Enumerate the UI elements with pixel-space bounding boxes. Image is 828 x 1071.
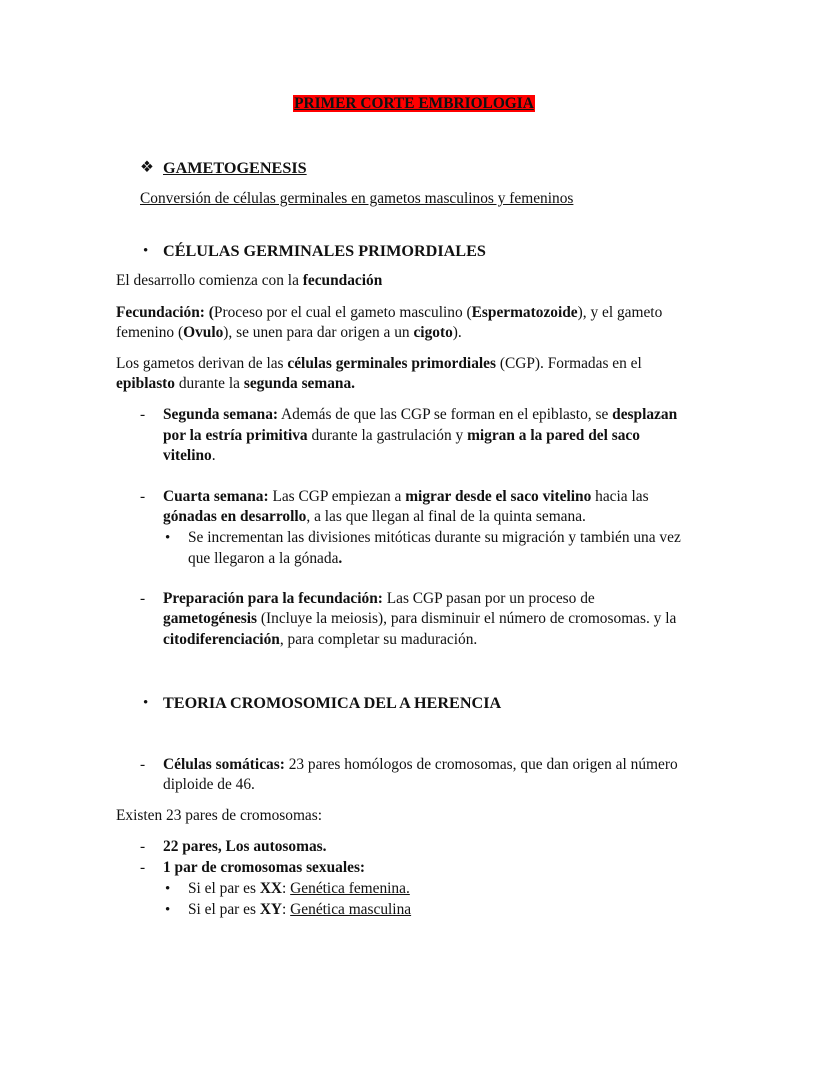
dash-marker: - [140,488,146,505]
fecundacion-line-1: Fecundación: (Proceso por el cual el gameto masculino (Espermatozoide), y el gameto [116,304,663,321]
dash-marker: - [140,756,146,773]
segunda-line-3: vitelino. [163,447,216,464]
prep-line-1: Preparación para la fecundación: Las CGP pasan por un proceso de [163,590,595,607]
diamond-bullet-icon: ❖ [140,159,154,176]
page-title: PRIMER CORTE EMBRIOLOGIA [294,95,534,112]
xx-item: Si el par es XX: Genética femenina. [188,880,410,897]
cgp-heading: CÉLULAS GERMINALES PRIMORDIALES [163,242,486,260]
xy-item: Si el par es XY: Genética masculina [188,901,412,918]
dash-marker: - [140,590,146,607]
segunda-line-2: por la estría primitiva durante la gastrulación y migran a la pared del saco [163,427,640,444]
autosomas-item: 22 pares, Los autosomas. [163,838,327,855]
cuarta-sub-line-2: que llegaron a la gónada. [188,550,343,567]
cuarta-line-2: gónadas en desarrollo, a las que llegan al final de la quinta semana. [163,508,586,525]
prep-line-3: citodiferenciación, para completar su maduración. [163,631,478,648]
cuarta-sub-line-1: Se incrementan las divisiones mitóticas durante su migración y también una vez [188,529,681,546]
bullet-icon: • [165,902,171,918]
cuarta-line-1: Cuarta semana: Las CGP empiezan a migrar desde el saco vitelino hacia las [163,488,649,505]
gametos-line-2: epiblasto durante la segunda semana. [116,375,356,392]
somaticas-line-2: diploide de 46. [163,776,255,793]
gametogenesis-heading: GAMETOGENESIS [163,159,307,177]
fecundacion-line-2: femenino (Ovulo), se unen para dar origen a un cigoto). [116,324,462,341]
gametogenesis-definition: Conversión de células germinales en gametos masculinos y femeninos [140,190,574,207]
existen-paragraph: Existen 23 pares de cromosomas: [116,807,323,824]
teoria-heading: TEORIA CROMOSOMICA DEL A HERENCIA [163,694,502,712]
prep-line-2: gametogénesis (Incluye la meiosis), para disminuir el número de cromosomas. y la [163,610,677,627]
dash-marker: - [140,838,146,855]
segunda-line-1: Segunda semana: Además de que las CGP se forman en el epiblasto, se desplazan [163,406,678,423]
somaticas-line-1: Células somáticas: 23 pares homólogos de cromosomas, que dan origen al número [163,756,678,773]
intro-paragraph: El desarrollo comienza con la fecundación [116,272,383,289]
bullet-icon: • [143,695,149,711]
bullet-icon: • [165,530,171,546]
bullet-icon: • [143,243,149,259]
dash-marker: - [140,406,146,423]
sexuales-item: 1 par de cromosomas sexuales: [163,859,366,876]
dash-marker: - [140,859,146,876]
bullet-icon: • [165,881,171,897]
gametos-line-1: Los gametos derivan de las células germinales primordiales (CGP). Formadas en el [116,355,642,372]
